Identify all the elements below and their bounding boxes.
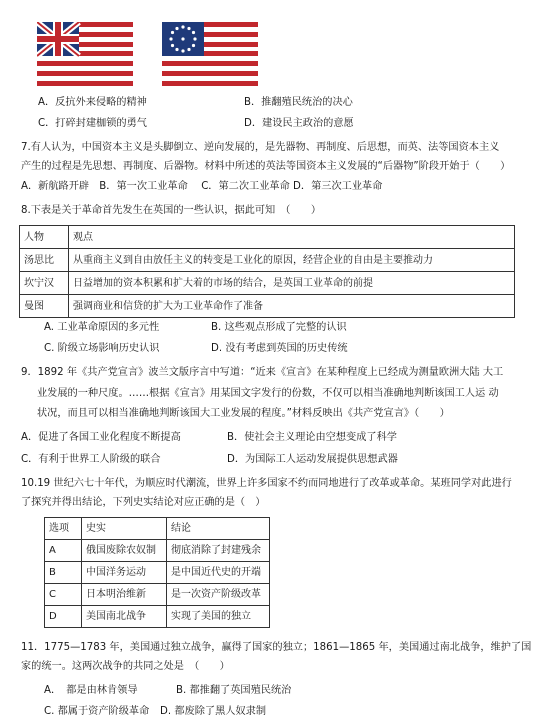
table-cell: 是一次资产阶级改革	[167, 584, 270, 606]
table-cell: 曼图	[20, 295, 69, 318]
q9-option-a[interactable]: A．促进了各国工业化程度不断提高	[21, 432, 181, 443]
betsy-ross-flag-image	[162, 22, 258, 86]
q6-option-b[interactable]: B．推翻殖民统治的决心	[244, 97, 353, 108]
q7-options[interactable]: A．新航路开辟 B．第一次工业革命 C．第二次工业革命 D．第三次工业革命	[21, 181, 383, 192]
table-header-row	[45, 518, 270, 540]
q6-option-a[interactable]: A．反抗外来侵略的精神	[38, 97, 147, 108]
table-cell: 俄国废除农奴制	[82, 540, 167, 562]
table-cell: 从重商主义到自由放任主义的转变是工业化的原因，经营企业的自由是主要推动力	[69, 249, 515, 272]
q9-stem-line3: 状况，而且可以相当准确地判断该国大工业发展的程度。”材料反映出《共产党宣言》（ ）	[37, 408, 450, 419]
table-cell: C	[45, 584, 82, 606]
table-row	[20, 272, 515, 295]
q6-option-c[interactable]: C．打碎封建枷锁的勇气	[38, 118, 147, 129]
table-cell: 汤思比	[20, 249, 69, 272]
table-cell: 实现了美国的独立	[167, 606, 270, 628]
table-cell: 坎宁汉	[20, 272, 69, 295]
q8-option-b[interactable]: B. 这些观点形成了完整的认识	[211, 322, 347, 333]
q10-table	[44, 517, 270, 628]
table-cell: 彻底消除了封建残余	[167, 540, 270, 562]
table-cell: 日益增加的资本积累和扩大着的市场的结合，是英国工业革命的前提	[69, 272, 515, 295]
table-cell: A	[45, 540, 82, 562]
q8-option-d[interactable]: D. 没有考虑到英国的历史传统	[211, 343, 348, 354]
table-cell: D	[45, 606, 82, 628]
table-row	[45, 584, 270, 606]
q6-option-d[interactable]: D．建设民主政治的意愿	[244, 118, 354, 129]
q10-stem-line1: 10.19 世纪六七十年代，为顺应时代潮流，世界上许多国家不约而同地进行了改革或革命。某班同学对此进行	[21, 478, 512, 489]
q8-option-a[interactable]: A. 工业革命原因的多元性	[44, 322, 160, 333]
table-row	[45, 562, 270, 584]
q11-option-a[interactable]: A． 都是由林肯领导	[44, 685, 138, 696]
union-jack-flag-image	[37, 22, 133, 86]
table-cell: 美国南北战争	[82, 606, 167, 628]
table-header-cell: 结论	[167, 518, 270, 540]
q10-stem-line2: 了探究并得出结论，下列史实结论对应正确的是（ ）	[21, 497, 266, 508]
q9-option-b[interactable]: B．使社会主义理论由空想变成了科学	[227, 432, 397, 443]
table-row	[20, 249, 515, 272]
q7-stem-line2: 产生的过程是先思想、再制度、后器物。材料中所述的英法等国资本主义发展的“后器物”阶段开始于（ ）	[21, 161, 511, 172]
table-header-cell: 人物	[20, 226, 69, 249]
q8-stem: 8.下表是关于革命首先发生在英国的一些认识，据此可知 （ ）	[21, 205, 322, 216]
table-row	[45, 540, 270, 562]
table-header-row	[20, 226, 515, 249]
q11-option-c[interactable]: C. 都属于资产阶级革命	[44, 706, 150, 717]
table-cell: B	[45, 562, 82, 584]
table-cell: 日本明治维新	[82, 584, 167, 606]
q9-stem-line2: 业发展的一种尺度。……根据《宣言》用某国文字发行的份数，不仅可以相当准确地判断该国工人运 动	[37, 388, 499, 399]
table-header-cell: 史实	[82, 518, 167, 540]
q9-stem-line1: 9．1892 年《共产党宣言》波兰文版序言中写道：“近来《宣言》在某种程度上已经成为测量欧洲大陆 大工	[21, 367, 504, 378]
q11-stem-line1: 11．1775—1783 年，美国通过独立战争，赢得了国家的独立；1861—1865 年，美国通过南北战争，维护了国	[21, 642, 532, 653]
table-row	[45, 606, 270, 628]
table-cell: 是中国近代史的开端	[167, 562, 270, 584]
q11-stem-line2: 家的统一。这两次战争的共同之处是 （ ）	[21, 661, 230, 672]
union-jack-canton	[37, 22, 79, 56]
table-header-cell: 观点	[69, 226, 515, 249]
q11-option-b[interactable]: B. 都推翻了英国殖民统治	[176, 685, 292, 696]
star-circle-canton	[162, 22, 204, 56]
table-cell: 中国洋务运动	[82, 562, 167, 584]
table-header-cell: 选项	[45, 518, 82, 540]
q8-table	[19, 225, 515, 318]
q8-option-c[interactable]: C. 阶级立场影响历史认识	[44, 343, 160, 354]
q9-option-d[interactable]: D．为国际工人运动发展提供思想武器	[227, 454, 398, 465]
q7-stem-line1: 7.有人认为，中国资本主义是头脚倒立、逆向发展的，是先器物、再制度、后思想，而英、法等国资本主义	[21, 142, 500, 153]
table-row	[20, 295, 515, 318]
table-cell: 强调商业和信贷的扩大为工业革命作了准备	[69, 295, 515, 318]
q9-option-c[interactable]: C．有利于世界工人阶级的联合	[21, 454, 161, 465]
q11-option-d[interactable]: D. 都废除了黑人奴隶制	[160, 706, 267, 717]
